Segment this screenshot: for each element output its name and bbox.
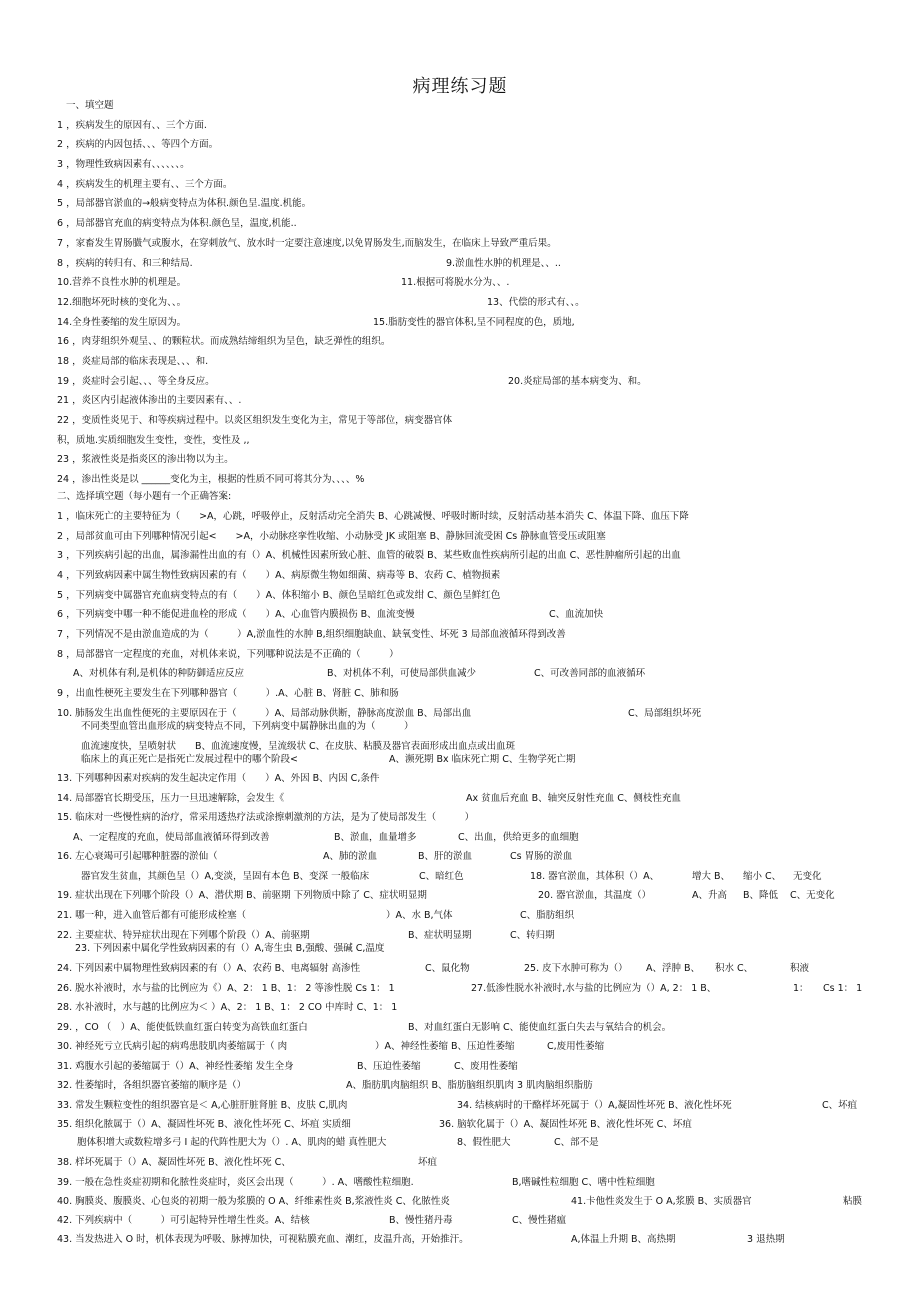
question-line: B、对机体不利，可使局部供血减少 bbox=[327, 668, 477, 679]
question-line: 26. 脱水补液时，水与盐的比例应为《）A、2： 1 B、1： 2 等渗性脱 Cs 1： 1 bbox=[57, 983, 395, 994]
question-line: Cs 1： 1 bbox=[823, 983, 863, 994]
question-line: A,体温上升期 B、高热期 bbox=[571, 1234, 676, 1245]
question-line: 18 ，炎症局部的临床表现是、、、和. bbox=[57, 356, 209, 367]
question-line: C、可改善同部的血液循环 bbox=[534, 668, 646, 679]
question-line: 30. 神经死亏立氏病引起的病鸡患肢肌肉萎缩属于（ 肉 bbox=[57, 1041, 288, 1052]
question-line: A、对机体有利,是机体的种防御适应反应 bbox=[73, 668, 245, 679]
question-line: 增大 B、 bbox=[692, 871, 731, 882]
question-line: A、脂肪肌肉脑组织 B、脂肪脑组织肌肉 3 肌肉脑组织脂肪 bbox=[346, 1080, 593, 1091]
question-line: C、血流加快 bbox=[549, 609, 604, 620]
question-line: 32. 性萎缩时，各组织器官萎缩的顺序是（） bbox=[57, 1080, 247, 1091]
question-line: 15.脂肪变性的器官体积,呈不同程度的色，质地, bbox=[373, 317, 575, 328]
question-line: C、坏疽 bbox=[822, 1100, 858, 1111]
question-line: B、症状明显期 bbox=[408, 930, 472, 941]
question-line: 22. 主要症状、特异症状出现在下列哪个阶段（）A、前驱期 bbox=[57, 930, 310, 941]
question-line: ）A、神经性萎缩 B、压迫性萎缩 bbox=[375, 1041, 515, 1052]
question-line: 42. 下列疾病中（ ）可引起特异性增生性炎。A、结核 bbox=[57, 1215, 310, 1226]
question-line: 23 ，浆液性炎是指炎区的渗出物以为主。 bbox=[57, 454, 234, 465]
question-line: 4 ，下列致病因素中属生物性致病因素的有（ ）A、病原微生物如细菌、病毒等 B、农药 C、植物损素 bbox=[57, 570, 501, 581]
question-line: 36. 脑软化属于（）A、凝固性坏死 B、液化性坏死 C、坏疽 bbox=[439, 1119, 692, 1130]
question-line: Cs 胃肠的淤血 bbox=[510, 851, 573, 862]
question-line: 无变化 bbox=[793, 871, 822, 882]
question-line: 1： bbox=[793, 983, 809, 994]
question-line: A、濒死期 Bx 临床死亡期 C、生物学死亡期 bbox=[389, 754, 576, 765]
question-line: 不同类型血管出血形成的病变特点不同，下列病变中属静脉出血的为（ ） bbox=[81, 721, 414, 732]
question-line: 16 ，肉芽组织外观呈、、的颗粒状。而成熟结缔组织为呈色，缺乏弹性的组织。 bbox=[57, 336, 391, 347]
question-line: 2 ，局部贫血可由下列哪种情况引起< >A，小动脉痉挛性收缩、小动脉受 JK 或阻塞 B、静脉回流受困 Cs 静脉血管受压或阻塞 bbox=[57, 531, 606, 542]
question-line: C、鼠化物 bbox=[425, 963, 470, 974]
question-line: 31. 鸡腹水引起的萎缩属于（）A、神经性萎缩 发生全身 bbox=[57, 1061, 294, 1072]
question-line: B、肝的淤血 bbox=[418, 851, 473, 862]
question-line: 8、假性肥大 bbox=[457, 1137, 511, 1148]
question-line: 8 ，疾病的转归有、和三种结局. bbox=[57, 258, 193, 269]
question-line: C、无变化 bbox=[790, 890, 835, 901]
question-line: C、出血，供给更多的血细胞 bbox=[458, 832, 579, 843]
question-line: 3 ，物理性致病因素有、、、、、、。 bbox=[57, 159, 190, 170]
question-line: C,废用性萎缩 bbox=[547, 1041, 605, 1052]
question-line: 5 ，下列病变中属器官充血病变特点的有（ ）A、体积缩小 B、颜色呈暗红色或发绀 C、颜色呈鲜红色 bbox=[57, 590, 501, 601]
question-line: 25. 皮下水肿可称为（） bbox=[524, 963, 628, 974]
question-line: 41.卡他性炎发生于 O A,浆膜 B、实质器官 bbox=[571, 1196, 752, 1207]
question-line: 38. 样坏死属于（）A、凝固性坏死 B、液化性坏死 C、 bbox=[57, 1157, 291, 1168]
question-line: 6 ，局部器官充血的病变特点为体积.颜色呈，温度,机能.. bbox=[57, 218, 297, 229]
question-line: 20. 器官淤血，其温度（） bbox=[538, 890, 652, 901]
question-line: 胞体积增大或数粒增多弓 I 起的代阵性肥大为（）. A、肌肉的蜡 真性肥大 bbox=[77, 1137, 387, 1148]
question-line: 20.炎症局部的基本病变为、和。 bbox=[508, 376, 647, 387]
question-line: 24. 下列因素中属物理性致病因素的有（）A、农药 B、电离辐射 高渗性 bbox=[57, 963, 361, 974]
question-line: B、对血红蛋白无影响 C、能使血红蛋白失去与氧结合的机会。 bbox=[408, 1022, 672, 1033]
question-line: 11.根据可将脱水分为、、. bbox=[401, 277, 510, 288]
question-line: 13. 下列哪种因素对疾病的发生起决定作用（ ）A、外因 B、内因 C,条件 bbox=[57, 773, 380, 784]
question-line: C、慢性猪瘟 bbox=[512, 1215, 567, 1226]
question-line: A、浮肿 B、 bbox=[646, 963, 701, 974]
question-line: A、一定程度的充血，使局部血液循环得到改善 bbox=[73, 832, 270, 843]
question-line: 临床上的真正死亡是指死亡发展过程中的哪个阶段< bbox=[81, 754, 298, 765]
question-line: B、慢性猪丹毒 bbox=[389, 1215, 453, 1226]
question-line: B、降低 bbox=[743, 890, 779, 901]
question-line: 5 ，局部器官淤血的→般病变特点为体积.颜色呈.温度.机能。 bbox=[57, 198, 312, 209]
question-line: B、压迫性萎缩 bbox=[357, 1061, 421, 1072]
question-line: 24 ，渗出性炎是以 ______变化为主，根据的性质不同可将其分为、、、、% bbox=[57, 474, 365, 485]
question-line: 10. 肺肠发生出血性便死的主要原因在于（ ）A、局部动脉供断，静脉高度淤血 B、局部出血 bbox=[57, 708, 472, 719]
question-line: 积水 C、 bbox=[715, 963, 754, 974]
question-line: 坏疽 bbox=[418, 1157, 438, 1168]
question-line: C、废用性萎缩 bbox=[454, 1061, 518, 1072]
question-line: 6 ，下列病变中哪一种不能促进血栓的形成（ ）A、心血管内膜损伤 B、血流变慢 bbox=[57, 609, 415, 620]
question-line: 器官发生贫血，其颜色呈（）A,变淡，呈固有本色 B、变深 一般临床 bbox=[81, 871, 370, 882]
question-line: 35. 组织化脓属于（）A、凝固性坏死 B、液化性坏死 C、坏疽 实质细 bbox=[57, 1119, 351, 1130]
question-line: 18. 器官淤血，其体积（）A、 bbox=[530, 871, 660, 882]
question-line: 13、代偿的形式有、、。 bbox=[487, 297, 585, 308]
question-line: 16. 左心衰竭可引起哪种脏器的淤仙（ bbox=[57, 851, 218, 862]
question-line: 1 ，临床死亡的主要特征为（ >A，心跳，呼吸停止，反射活动完全消失 B、心跳减慢、呼吸时断时续，反射活动基本消失 C、体温下降、血压下降 bbox=[57, 511, 689, 522]
question-line: 21 ，炎区内引起液体渗出的主要因素有、、. bbox=[57, 395, 242, 406]
question-line: 粘膜 bbox=[843, 1196, 863, 1207]
question-line: ）A、水 B,气体 bbox=[386, 910, 453, 921]
question-line: C、转归期 bbox=[510, 930, 555, 941]
question-line: 19 ，炎症时会引起、、、等全身反应。 bbox=[57, 376, 215, 387]
question-line: 7 ，家畜发生胃肠臌气或腹水，在穿刺放气、放水时一定要注意速度,以免胃肠发生,而脑发生，在临床上导致严重后果。 bbox=[57, 238, 557, 249]
question-line: 积，质地.实质细胞发生变性，变性，变性及 ,, bbox=[57, 435, 250, 446]
question-line: 22 ，变质性炎见于、和等疾病过程中。以炎区组织发生变化为主，常见于等部位，病变器官体 bbox=[57, 415, 453, 426]
question-line: 1 ，疾病发生的原因有、、三个方面. bbox=[57, 120, 207, 131]
question-line: 23. 下列因素中属化学性致病因素的有（）A,寄生虫 B,强酸、强碱 C,温度 bbox=[75, 943, 385, 954]
section-heading-choice: 二、选择填空题（每小题有一个正确答案: bbox=[57, 491, 232, 502]
question-line: 39. 一般在急性炎症初期和化脓性炎症时，炎区会出现（ ）. A、嗜酸性粒细胞. bbox=[57, 1177, 414, 1188]
question-line: 12.细胞坏死时核的变化为、、。 bbox=[57, 297, 187, 308]
question-line: 3 ，下列疾病引起的出血，属渗漏性出血的有（）A、机械性因素所致心脏、血管的破裂 B、某些败血性疾病所引起的出血 C、恶性肿瘤所引起的出血 bbox=[57, 550, 681, 561]
question-line: 9 ，出血性梗死主要发生在下列哪种器官（ ）.A、心脏 B、肾脏 C、肺和肠 bbox=[57, 688, 399, 699]
question-line: 7 ，下列情况不是由淤血造成的为（ ）A,淤血性的水肿 B,组织细胞缺血、缺氧变性、坏死 3 局部血液循环得到改善 bbox=[57, 629, 566, 640]
question-line: 27.低渗性脱水补液时,水与盐的比例应为（）A, 2： 1 B、 bbox=[471, 983, 717, 994]
question-line: 4 ，疾病发生的机理主要有、、三个方面。 bbox=[57, 179, 233, 190]
question-line: 33. 常发生颗粒变性的组织器官是＜ A,心脏肝脏肾脏 B、皮肤 C,肌肉 bbox=[57, 1100, 348, 1111]
question-line: B,嗜碱性粒细胞 C、嗜中性粒细胞 bbox=[512, 1177, 655, 1188]
question-line: 14.全身性萎缩的发生原因为。 bbox=[57, 317, 187, 328]
question-line: 21. 哪一种，进入血管后都有可能形成栓塞（ bbox=[57, 910, 247, 921]
question-line: 积液 bbox=[790, 963, 810, 974]
question-line: C、部不是 bbox=[554, 1137, 599, 1148]
question-line: C、暗红色 bbox=[419, 871, 464, 882]
question-line: 29. ，CO （ ）A、能使低铁血红蛋白转变为高铁血红蛋白 bbox=[57, 1022, 308, 1033]
question-line: C、局部组织坏死 bbox=[628, 708, 702, 719]
question-line: 血流速度快，呈喷射状 B、血流速度慢，呈流级状 C、在皮肤、粘膜及器官表面形成出血点或出血斑 bbox=[81, 741, 516, 752]
question-line: 43. 当发热进入 O 时，机体表现为呼吸、脉搏加快，可视粘膜充血、潮红，皮温升高，开始推汗。 bbox=[57, 1234, 469, 1245]
question-line: B、淤血，血量增多 bbox=[334, 832, 417, 843]
question-line: 14. 局部器官长期受压，压力一旦迅速解除，会发生《 bbox=[57, 793, 285, 804]
question-line: C、脂肪组织 bbox=[520, 910, 575, 921]
question-line: 缩小 C、 bbox=[743, 871, 782, 882]
question-line: 34. 结核病时的干酪样坏死属于（）A,凝固性坏死 B、液化性坏死 bbox=[457, 1100, 732, 1111]
question-line: 9.淤血性水肿的机理是、、.. bbox=[446, 258, 561, 269]
section-heading-fill: 一、填空题 bbox=[66, 100, 114, 111]
question-line: 40. 胸膜炎、腹膜炎、心包炎的初期一般为浆膜的 O A、纤维素性炎 B,浆液性炎 C、化脓性炎 bbox=[57, 1196, 450, 1207]
question-line: 15. 临床对一些慢性病的治疗，常采用透热疗法或涂擦刺激剂的方法，是为了使局部发生（ ） bbox=[57, 812, 475, 823]
question-line: A、肺的淤血 bbox=[323, 851, 377, 862]
question-line: 10.营养不良性水肿的机理是。 bbox=[57, 277, 187, 288]
page-title: 病理练习题 bbox=[412, 76, 508, 97]
question-line: 2 ，疾病的内因包括、、、等四个方面。 bbox=[57, 139, 219, 150]
question-line: Ax 贫血后充血 B、轴突反射性充血 C、侧枝性充血 bbox=[466, 793, 681, 804]
question-line: 19. 症状出现在下列哪个阶段（）A、潜伏期 B、前驱期 下列物质中除了 C、症状明显期 bbox=[57, 890, 427, 901]
question-line: A、升高 bbox=[692, 890, 727, 901]
question-line: 3 退热期 bbox=[747, 1234, 785, 1245]
question-line: 28. 水补液时，水与越的比例应为＜ ）A、2： 1 B、1： 2 CO 中库时 C、1： 1 bbox=[57, 1002, 398, 1013]
question-line: 8 ，局部器官一定程度的充血，对机体来说，下列哪种说法是不正确的（ ） bbox=[57, 649, 399, 660]
